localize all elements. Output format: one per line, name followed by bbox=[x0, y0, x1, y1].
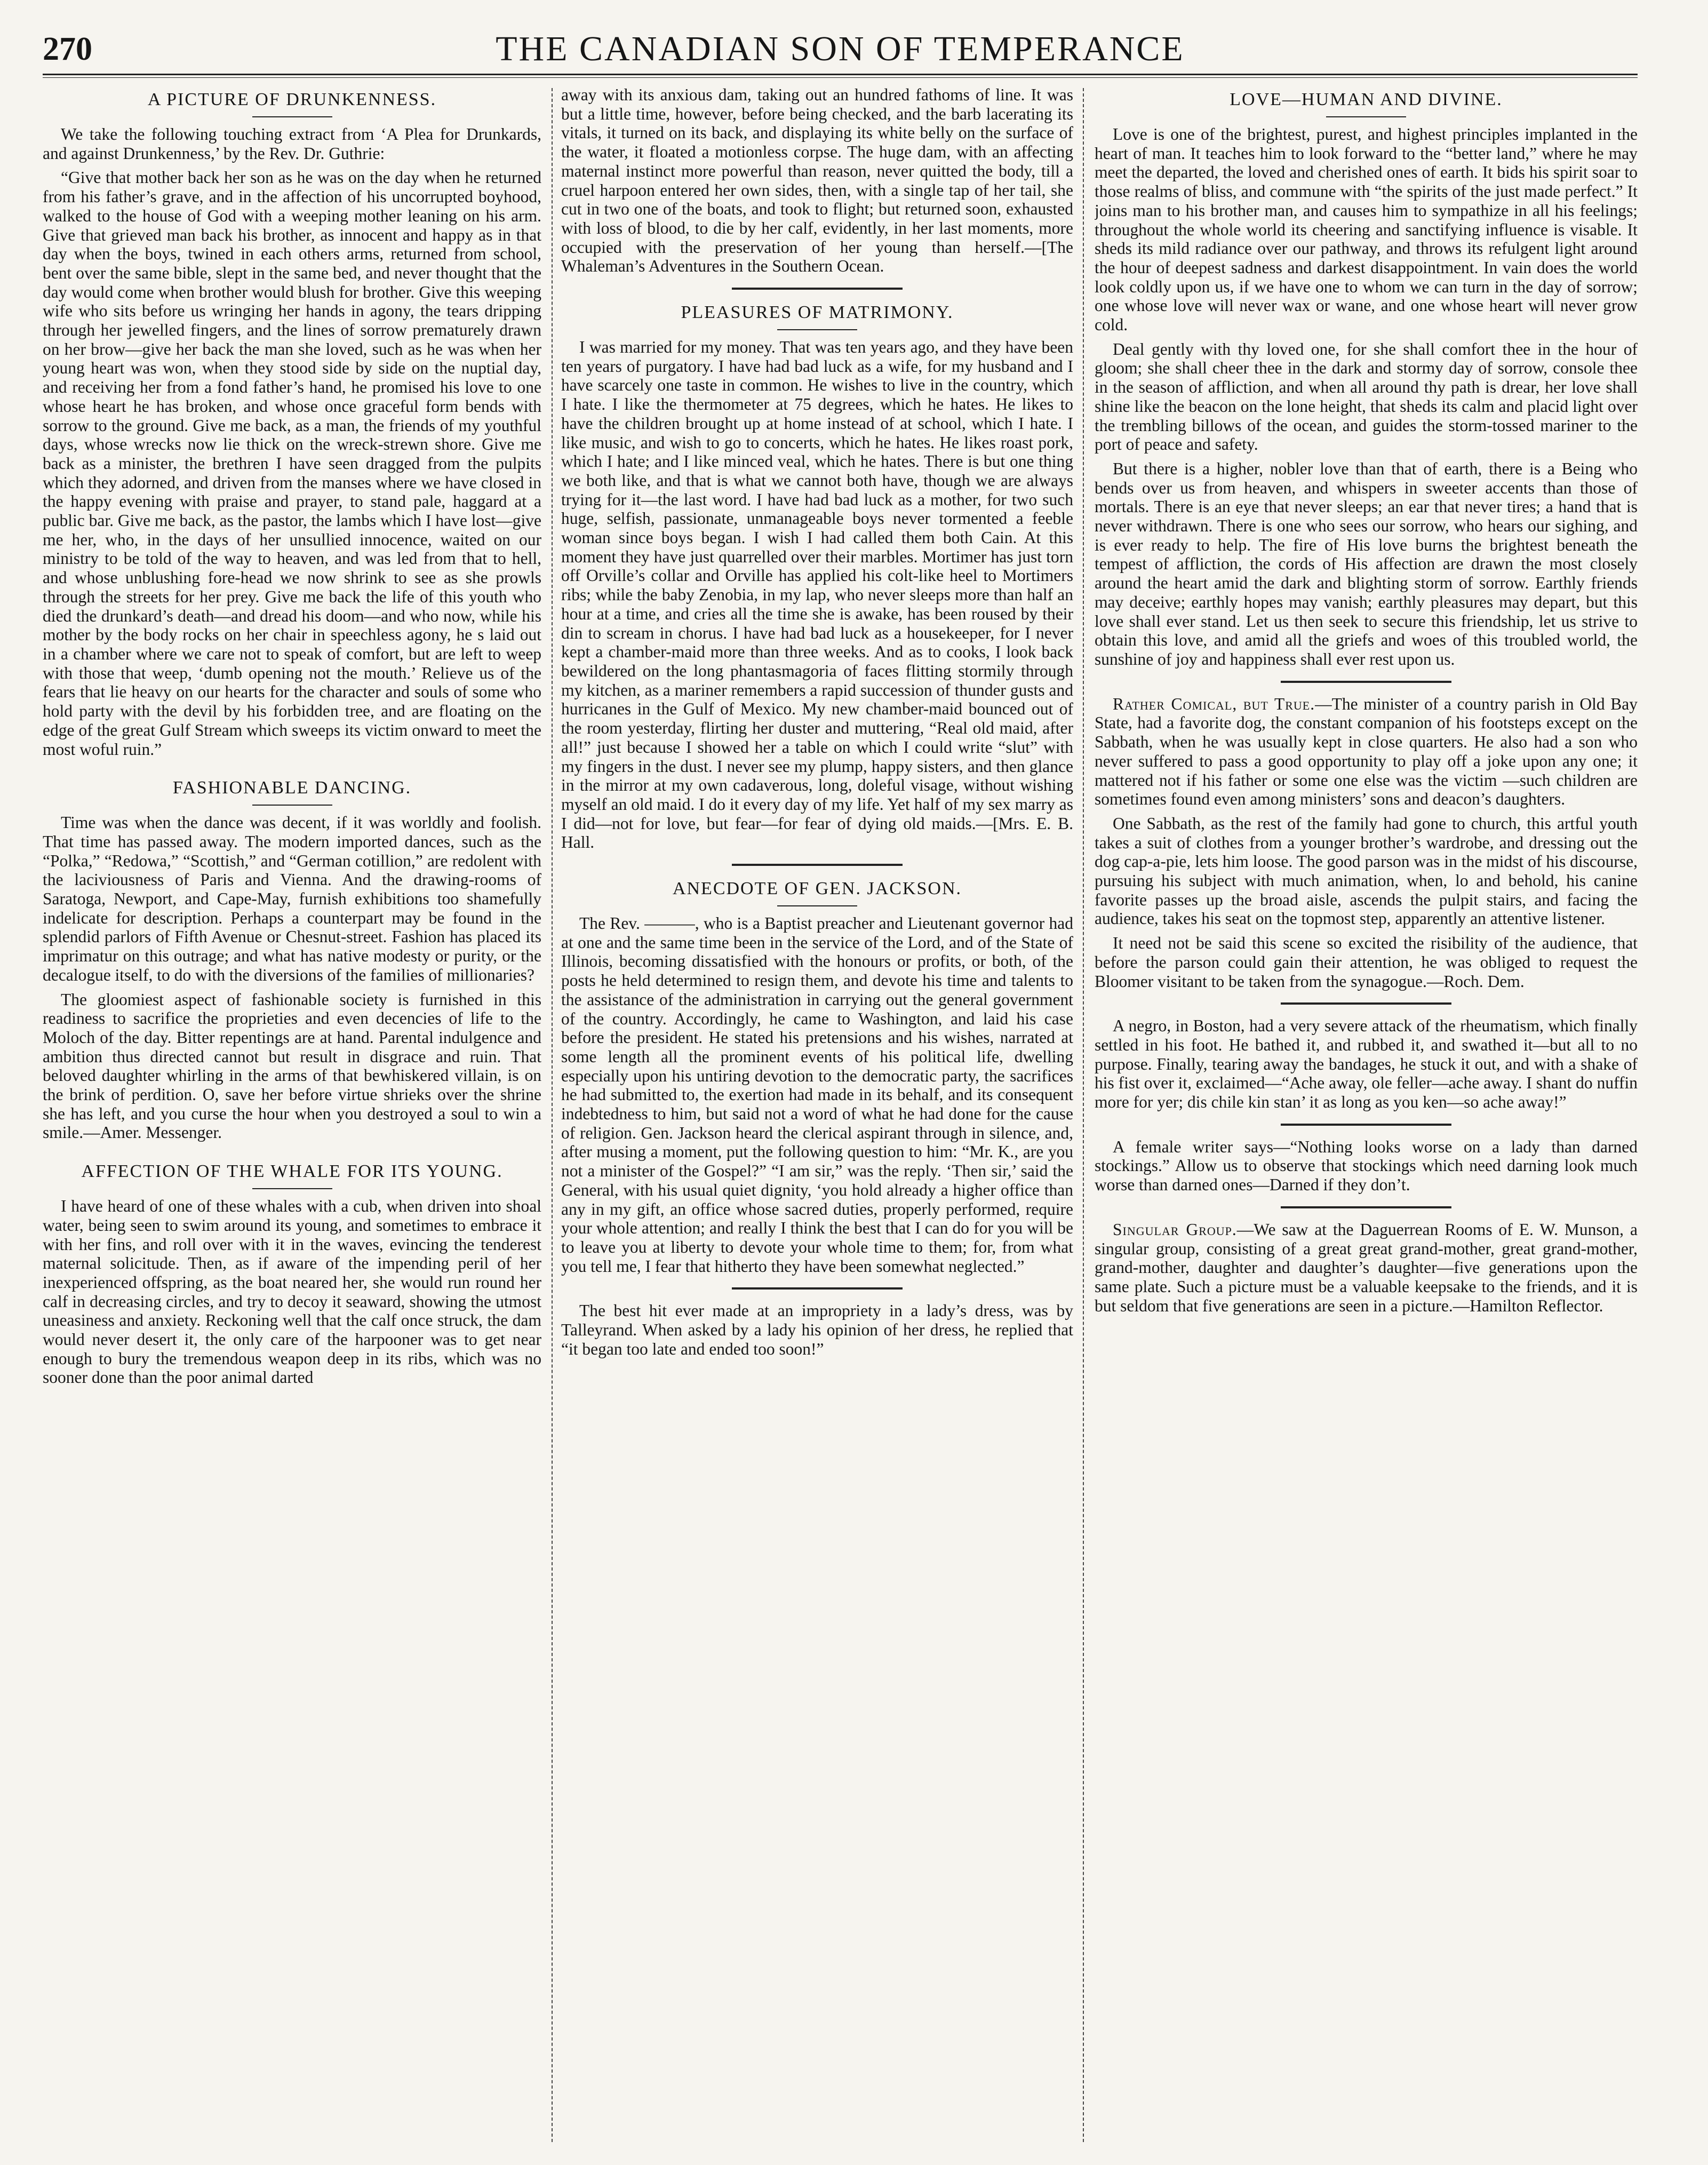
separator-rule bbox=[732, 288, 903, 290]
article-whale bbox=[43, 1160, 541, 1387]
column-middle bbox=[561, 85, 1073, 2145]
paragraph: I was married for my money. That was ten years ago, and they have been ten years of purgatory. I have had bad luck as a wife, for my husband and I have scarcely one taste in common. He wishes to live in the country, which I hate. I like the thermometer at 75 degrees, which he hates. He likes to have the children brought up at home instead of at school, which I hate. I like music, and wish to go to concerts, which he hates. He likes roast pork, which I hate; and I like minced veal, which he hates. There is but one thing we both like, and that is what we cannot both have, though we are always trying for it—the last word. I have had bad luck as a mother, for two such huge, selfish, passionate, unmanageable boys never tormented a feeble woman since boys began. I wish I had called them both Cain. At this moment they have just quarrelled over their marbles. Mortimer has just torn off Orville’s collar and Orville has applied his colt-like heel to Mortimers ribs; while the baby Zenobia, in my lap, who never sleeps more than half an hour at a time, and cries all the time she is awake, has been roused by their din to scream in chorus. I have had bad luck as a housekeeper, for I never kept a chamber-maid more than three weeks. And as to cooks, I look back bewildered on the long phantasmagoria of faces flitting stormily through my kitchen, as a mariner remembers a rapid succession of thunder gusts and hurricanes in the Gulf of Mexico. My new chamber-maid bounced out of the room yesterday, flirting her duster and muttering, “Real old maid, after all!” just because I showed her a table on which I could write “slut” with my fingers in the dust. I never see my plump, happy sisters, and then glance in the mirror at my own cadaverous, long, doleful visage, without wishing myself an old maid. I do it every day of my life. Yet half of my sex marry as I did—not for love, but fear—for fear of dying old maids.—[Mrs. E. B. Hall. bbox=[561, 338, 1073, 852]
column-rule bbox=[1083, 88, 1084, 2142]
title-rule bbox=[252, 1188, 332, 1189]
article-matrimony bbox=[561, 301, 1073, 852]
paragraph: away with its anxious dam, taking out an hundred fathoms of line. It was but a little time, however, before being checked, and the barb lacerating its vitals, it turned on its back, and displaying its white belly on the surface of the water, it floated a motionless corpse. The huge dam, with an affecting maternal instinct more powerful than reason, never quitted the body, till a cruel harpoon entered her own sides, then, with a single tap of her tail, she cut in two one of the boats, and took to flight; but returned soon, exhausted with loss of blood, to die by her calf, evidently, in her last moments, more occupied with the preservation of her young than herself.—[The Whaleman’s Adventures in the Southern Ocean. bbox=[561, 85, 1073, 276]
article-jackson bbox=[561, 878, 1073, 1276]
separator-rule bbox=[732, 1287, 903, 1290]
column-right bbox=[1095, 85, 1638, 2145]
paragraph: Time was when the dance was decent, if it was worldly and foolish. That time has passed away. The modern imported dances, such as the “Polka,” “Redowa,” “Scottish,” and “German cotillion,” are redolent with the laciviousness of Paris and Vienna. And the drawing-rooms of Saratoga, Newport, and Cape-May, furnish exhibitions too shamefully indelicate for description. Perhaps a counterpart may be found in the splendid parlors of Fifth Avenue or Chesnut-street. Fashion has placed its imprimatur on this outrage; and what has native modesty or purity, or the decalogue itself, to do with the diversions of the families of millionaries? bbox=[43, 813, 541, 984]
article-title: A PICTURE OF DRUNKENNESS. bbox=[147, 90, 437, 109]
article-title: AFFECTION OF THE WHALE FOR ITS YOUNG. bbox=[81, 1161, 503, 1182]
paragraph: The best hit ever made at an impropriety in a lady’s dress, was by Talleyrand. When asked by a lady his opinion of her dress, he replied that “it began too late and ended too soon!” bbox=[561, 1301, 1073, 1358]
title-rule bbox=[1326, 116, 1406, 117]
masthead-rule bbox=[43, 74, 1638, 78]
article-title: FASHIONABLE DANCING. bbox=[172, 778, 412, 798]
paragraph: “Give that mother back her son as he was on the day when he returned from his father’s grave, and in the affection of his uncorrupted boyhood, walked to the house of God with a weeping mother leaning on his arm. Give that grieved man back his brother, as innocent and happy as in that day when the boys, twined in each others arms, returned from school, bent over the same bible, slept in the same bed, and never thought that the day would come when brother would blush for brother. Give this weeping wife who sits before us wringing her hands in agony, the tears dripping through her jewelled fingers, and the lines of sorrow prematurely drawn on her brow—give her back the man she loved, such as he was when her young heart was won, when they stood side by side on the nuptial day, and receiving her from a fond father’s hand, he promised his love to one whose heart he has broken, and whose once graceful form bends with sorrow to the ground. Give me back, as a man, the friends of my youthful days, whose wrecks now lie thick on the wreck-strewn shore. Give me back as a minister, the brethren I have seen dragged from the pulpits which they adorned, and driven from the manses where we have closed in the happy evening with praise and prayer, to stand pale, haggard at a public bar. Give me back, as the pastor, the lambs which I have lost—give me her, who, in the days of her unsullied innocence, waited on our ministry to be told of the way to heaven, and was led from that to hell, and whose unblushing fore-head we now shrink to see as she prowls through the streets for her prey. Give me back the life of this youth who died the drunkard’s death—and dread his doom—and who now, while his mother by the body rocks on her chair in speechless agony, he s laid out in a chamber where we care not to speak of comfort, but are left to weep with those that weep, ‘dumb opening not the mouth.’ Relieve us of the fears that lie heavy on our hearts for the character and souls of some who hold party with the devil by his forbidden tree, and are floating on the edge of the great Gulf Stream which sweeps its victim onward to meet the most woful ruin.” bbox=[43, 168, 541, 759]
paragraph: I have heard of one of these whales with a cub, when driven into shoal water, being seen to swim around its young, and sometimes to embrace it with her fins, and roll over with it in the waves, evincing the tenderest maternal solicitude. Then, as if aware of the impending peril of her inexperienced offspring, as the boat neared her, she would run round her calf in decreasing circles, and try to decoy it seaward, showing the utmost uneasiness and anxiety. Reckoning well that the calf once struck, the dam would never desert it, the only care of the harpooner was to get near enough to bury the tremendous weapon deep in its ribs, which was no sooner done than the poor animal darted bbox=[43, 1197, 541, 1387]
article-comical bbox=[1095, 695, 1638, 991]
separator-rule bbox=[1281, 1124, 1451, 1126]
column-left bbox=[43, 85, 541, 2145]
masthead bbox=[43, 28, 1638, 70]
journal-title: THE CANADIAN SON OF TEMPERANCE bbox=[496, 29, 1185, 68]
title-rule bbox=[777, 329, 857, 330]
separator-rule bbox=[1281, 1002, 1451, 1005]
article-group bbox=[1095, 1220, 1638, 1316]
title-rule bbox=[252, 805, 332, 806]
article-love bbox=[1095, 89, 1638, 669]
paragraph: It need not be said this scene so excited the risibility of the audience, that before the parson could gain their attention, he was obliged to request the Bloomer visitant to be taken from the synagogue.—Roch. Dem. bbox=[1095, 934, 1638, 991]
article-lead: Rather Comical, but True. bbox=[1113, 694, 1315, 713]
paragraph: A negro, in Boston, had a very severe attack of the rheumatism, which finally settled in his foot. He bathed it, and rubbed it, and swathed it—but all to no purpose. Finally, tearing away the bandages, he stuck it out, and with a shake of his fist over it, exclaimed—“Ache away, ole feller—ache away. I shant do nuffin more for yer; dis chile kin stan’ it as long as you ken—so ache away!” bbox=[1095, 1016, 1638, 1112]
paragraph: The gloomiest aspect of fashionable society is furnished in this readiness to sacrifice the proprieties and even decencies of life to the Moloch of the day. Bitter repentings are at hand. Parental indulgence and ambition thus directed cannot but result in disgrace and ruin. That beloved daughter whirling in the arms of that bewhiskered villain, is on the brink of perdition. O, save her before virtue shrieks over the shrine she has left, and you curse the hour when you destroyed a soul to win a smile.—Amer. Messenger. bbox=[43, 990, 541, 1142]
paragraph-text: —The minister of a country parish in Old Bay State, had a favorite dog, the constant companion of his footsteps except on the Sabbath, when he was usually kept in close quarters. He also had a son who never suffered to pass a good opportunity to play off a joke upon any one; it mattered not if his father or some one else was the victim —such children are sometimes found even among ministers’ sons and deacon’s daughters. bbox=[1095, 694, 1638, 809]
paragraph: Love is one of the brightest, purest, and highest principles implanted in the heart of man. It teaches him to look forward to the “better land,” where he may meet the departed, the loved and cherished ones of earth. It bids his spirit soar to those realms of bliss, and commune with “the spirits of the just made perfect.” It joins man to his brother man, and causes him to sympathize in all his feelings; throughout the whole world its cheering and sanctifying influence is visable. It sheds its mild radiance over our pathway, and throws its refulgent light around the hour of deepest sadness and darkest disappointment. In vain does the world look coldly upon us, if we have one to whom we can turn in the day of sorrow; one whose love will never wax or wane, and one whose heart will never grow cold. bbox=[1095, 125, 1638, 335]
separator-rule bbox=[1281, 681, 1451, 683]
paragraph: We take the following touching extract from ‘A Plea for Drunkards, and against Drunkenness,’ by the Rev. Dr. Guthrie: bbox=[43, 125, 541, 163]
article-negro bbox=[1095, 1016, 1638, 1112]
paragraph: The Rev. ———, who is a Baptist preacher and Lieutenant governor had at one and the same time been in the service of the Lord, and of the State of Illinois, becoming dissatisfied with the honours or profits, or both, of the posts he held determined to resign them, and devote his time and talents to the assistance of the administration in carrying out the general government of the country. Accordingly, he came to Washington, and laid his case before the president. He stated his pretensions and his wishes, narrated at some length all the prominent events of his political life, dwelling especially upon his untiring devotion to the democratic party, the sacrifices he had submitted to, the exertion had made in its behalf, and its consequent indebtedness to him, but said not a word of what he had done for the cause of religion. Gen. Jackson heard the clerical aspirant through in silence, and, after musing a moment, put the following question to him: “Mr. K., are you not a minister of the Gospel?” “I am sir,” was the reply. ‘Then sir,’ said the General, with his usual quiet dignity, ‘you hold already a higher office than any in my gift, an office whose sacred duties, properly performed, require your whole attention; and really I think the best that I can do for you will be to leave you at liberty to devote your whole time to them; for, from what you tell me, I fear that hitherto they have been somewhat neglected.” bbox=[561, 914, 1073, 1276]
article-talleyrand bbox=[561, 1301, 1073, 1358]
article-title: PLEASURES OF MATRIMONY. bbox=[681, 303, 954, 323]
article-drunkenness bbox=[43, 89, 541, 759]
paragraph: One Sabbath, as the rest of the family had gone to church, this artful youth takes a suit of clothes from a younger brother’s wardrobe, and dressing out the dog cap-a-pie, lets him loose. The good parson was in the midst of his discourse, pursuing his subject with much animation, when, lo and behold, his canine favorite passes up the broad aisle, ascends the pulpit stairs, and facing the audience, takes his seat on the topmost step, apparently an attentive listener. bbox=[1095, 814, 1638, 928]
paragraph-text: —We saw at the Daguerrean Rooms of E. W. Munson, a singular group, consisting of a great great grand-mother, great grand-mother, grand-mother, daughter and daughter’s daughter—five generations upon the same plate. Such a picture must be a valuable keepsake to the friends, and it is but seldom that five generations are seen in a picture.—Hamilton Reflector. bbox=[1095, 1220, 1638, 1315]
paragraph: Deal gently with thy loved one, for she shall comfort thee in the hour of gloom; she shall cheer thee in the dark and stormy day of sorrow, console thee in the season of affliction, and when all around thy path is drear, her love shall shine like the beacon on the lone height, that sheds its calm and placid light over the trembling billows of the ocean, and guides the storm-tossed mariner to the port of peace and safety. bbox=[1095, 339, 1638, 454]
title-rule bbox=[252, 116, 332, 117]
article-dancing bbox=[43, 777, 541, 1142]
separator-rule bbox=[1281, 1206, 1451, 1208]
article-lead: Singular Group. bbox=[1113, 1220, 1237, 1239]
paragraph: A female writer says—“Nothing looks worse on a lady than darned stockings.” Allow us to observe that stockings which need darning look much worse than darned ones—Darned if they don’t. bbox=[1095, 1137, 1638, 1195]
separator-rule bbox=[732, 864, 903, 866]
column-rule bbox=[552, 88, 553, 2142]
title-rule bbox=[777, 905, 857, 906]
article-title: LOVE—HUMAN AND DIVINE. bbox=[1230, 90, 1503, 109]
article-title: ANECDOTE OF GEN. JACKSON. bbox=[672, 879, 962, 899]
article-stockings bbox=[1095, 1137, 1638, 1195]
paragraph: But there is a higher, nobler love than that of earth, there is a Being who bends over us from heaven, and whispers in sweeter accents than those of mortals. There is an eye that never sleeps; an ear that never tires; a hand that is never withdrawn. There is one who sees our sorrow, who hears our sighing, and is ever ready to help. The fire of His love burns the brightest beneath the tempest of affliction, the cords of His affection are drawn the most closely around the heart amid the dark and blighting storm of sorrow. Earthly friends may deceive; earthly hopes may vanish; earthly pleasures may depart, but this love shall ever stand. Let us then seek to secure this friendship, let us strive to obtain this love, and amid all the griefs and woes of this troubled world, the sunshine of joy and happiness shall ever rest upon us. bbox=[1095, 459, 1638, 668]
page-number: 270 bbox=[43, 31, 92, 67]
